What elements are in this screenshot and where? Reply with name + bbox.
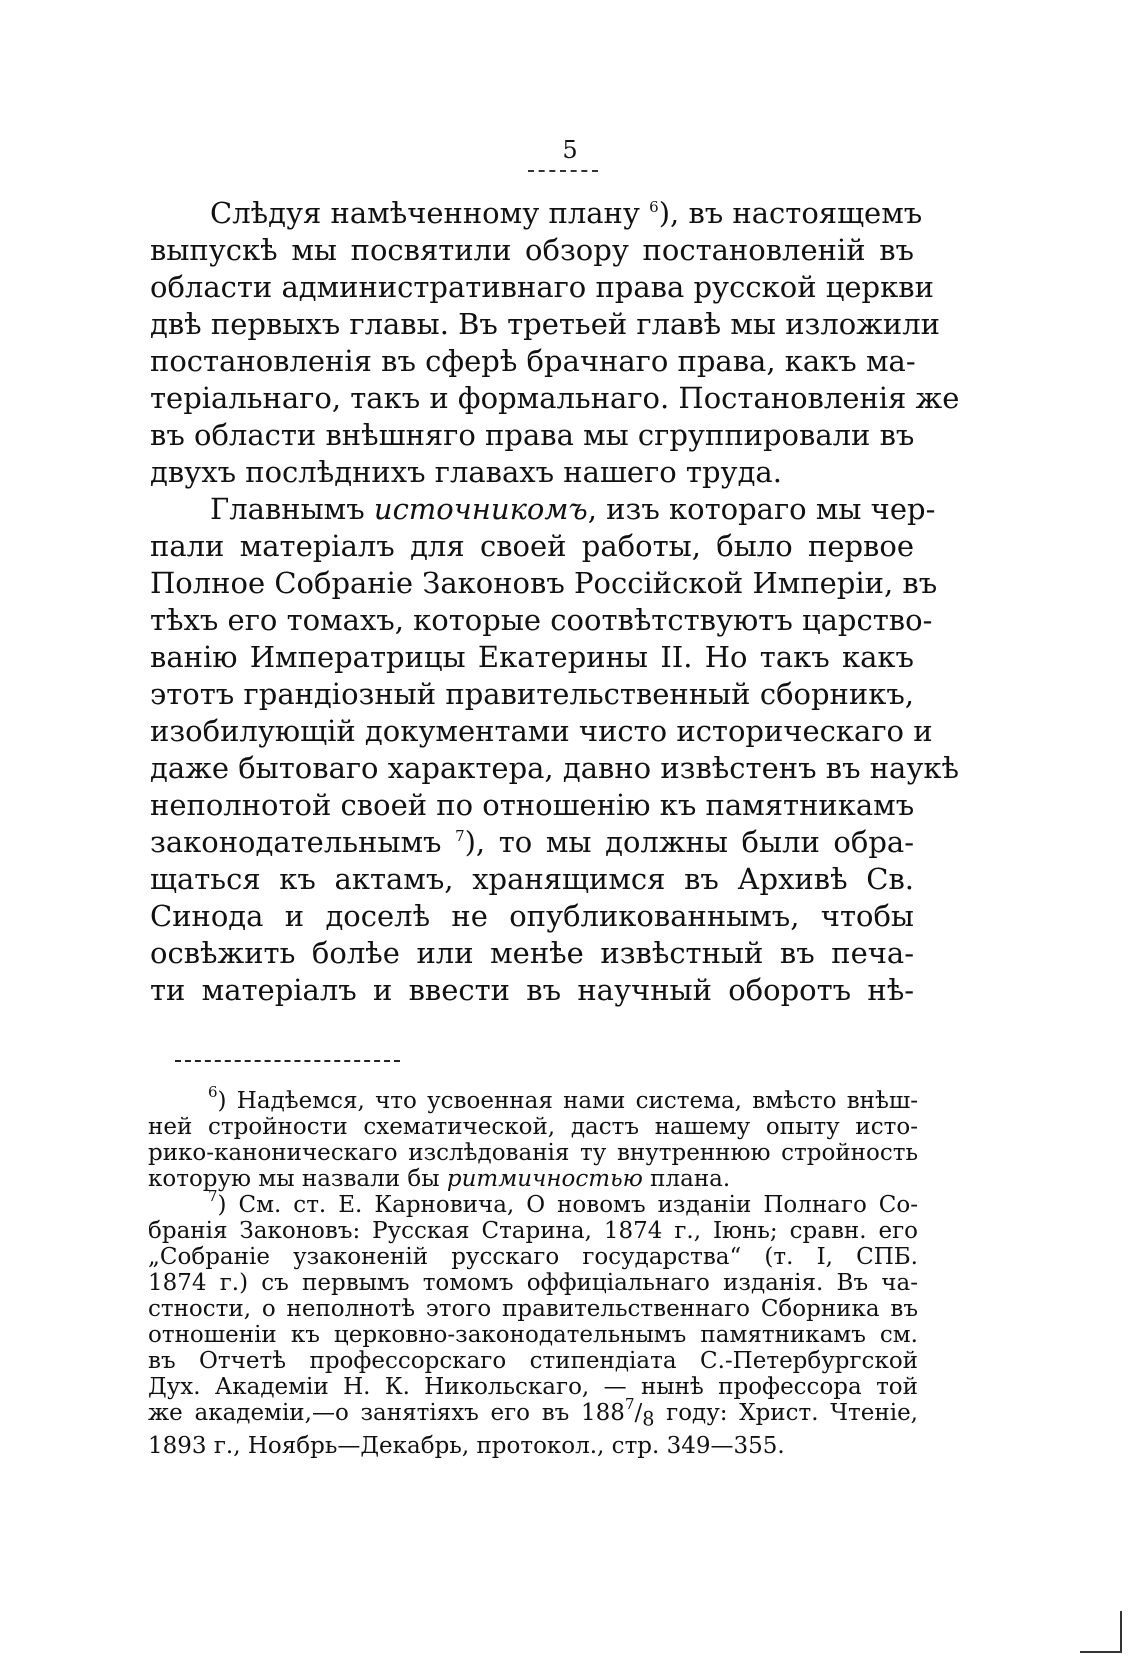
text-line: неполнотой своей по отношенію къ памятникамъ bbox=[150, 788, 915, 822]
footnote-ref[interactable]: 6 bbox=[649, 198, 659, 216]
footnote-line: бранія Законовъ: Русская Старина, 1874 г., Іюнь; сравн. его bbox=[148, 1218, 918, 1244]
page-number: 5 bbox=[562, 136, 578, 164]
text-line: законодательнымъ $^7$), то мы должны были обра- bbox=[150, 825, 914, 859]
text-line: освѣжить болѣе или менѣе извѣстный въ печа- bbox=[150, 936, 914, 970]
footnote-line: стности, о неполнотѣ этого правительственнаго Сборника въ bbox=[148, 1296, 918, 1322]
text-line: ти матеріалъ и ввести въ научный оборотъ нѣ- bbox=[150, 973, 914, 1007]
footnote-line: $^7$) См. ст. Е. Карновича, О новомъ изданіи Полнаго Со- bbox=[208, 1187, 918, 1218]
text-line: области административнаго права русской церкви bbox=[150, 270, 934, 304]
text-line: двухъ послѣднихъ главахъ нашего труда. bbox=[150, 455, 782, 489]
text-line: изобилующій документами чисто историческаго и bbox=[150, 714, 933, 748]
text-line: даже бытоваго характера, давно извѣстенъ въ наукѣ bbox=[150, 751, 960, 785]
text-line: Слѣдуя намѣченному плану $^6$), въ настоящемъ bbox=[210, 196, 923, 230]
footnote-line: 1874 г.) съ первымъ томомъ оффиціальнаго изданія. Въ ча- bbox=[148, 1270, 918, 1296]
footnote-line: отношеніи къ церковно-законодательнымъ памятникамъ см. bbox=[148, 1322, 918, 1348]
footnote-line: въ Отчетѣ профессорскаго стипендіата С.-Петербургской bbox=[148, 1348, 918, 1374]
text-line: Полное Собраніе Законовъ Россійской Имперіи, въ bbox=[150, 566, 938, 600]
footnote-ref[interactable]: 7 bbox=[455, 827, 465, 845]
text-line: Главнымъ источникомъ, изъ котораго мы чер- bbox=[210, 492, 936, 526]
footnote-line: „Собраніе узаконеній русскаго государства“ (т. I, СПБ. bbox=[148, 1244, 918, 1270]
footnote-line: рико-каноническаго изслѣдованія ту внутреннюю стройность bbox=[148, 1140, 918, 1166]
text-line: двѣ первыхъ главы. Въ третьей главѣ мы изложили bbox=[150, 307, 940, 341]
text-line: постановленія въ сферѣ брачнаго права, какъ ма- bbox=[150, 344, 916, 378]
text-line: тѣхъ его томахъ, которые соотвѣтствуютъ царство- bbox=[150, 603, 933, 637]
text-line: теріальнаго, такъ и формальнаго. Постановленія же bbox=[150, 381, 960, 415]
text-line: ванію Императрицы Екатерины II. Но такъ какъ bbox=[150, 640, 914, 674]
text-line: въ области внѣшняго права мы сгруппировали въ bbox=[150, 418, 915, 452]
footnotes bbox=[148, 1083, 918, 1459]
footnote-line: которую мы назвали бы ритмичностью плана. bbox=[148, 1166, 731, 1192]
footnote-marker: 7 bbox=[208, 1187, 218, 1205]
text-line: щаться къ актамъ, хранящимся въ Архивѣ Св. bbox=[150, 862, 914, 896]
text-line: пали матеріалъ для своей работы, было первое bbox=[150, 529, 914, 563]
footnote-line: же академіи,—о занятіяхъ его въ $188^7/_8$ году: Христ. Чтеніе, bbox=[148, 1395, 918, 1431]
footnote-separator bbox=[175, 1060, 400, 1062]
footnote-line: Дух. Академіи Н. К. Никольскаго, — нынѣ профессора той bbox=[148, 1374, 918, 1400]
text-line: этотъ грандіозный правительственный сборникъ, bbox=[150, 677, 914, 711]
emphasis: ритмичностью bbox=[446, 1166, 643, 1192]
footnote-line: 1893 г., Ноябрь—Декабрь, протокол., стр. 349—355. bbox=[148, 1432, 785, 1459]
text-line: Синода и доселѣ не опубликованнымъ, чтобы bbox=[150, 899, 914, 933]
emphasis: источникомъ bbox=[373, 492, 588, 526]
text-line: выпускѣ мы посвятили обзору постановленій въ bbox=[150, 233, 914, 267]
page-number-rule bbox=[528, 170, 598, 172]
main-text bbox=[150, 195, 960, 1009]
footnote-line: $^6$) Надѣемся, что усвоенная нами система, вмѣсто внѣш- bbox=[208, 1083, 918, 1114]
footnote-line: ней стройности схематической, дастъ нашему опыту исто- bbox=[148, 1114, 918, 1140]
footnote-marker: 6 bbox=[208, 1083, 218, 1101]
scan-corner-mark bbox=[1080, 1611, 1122, 1653]
